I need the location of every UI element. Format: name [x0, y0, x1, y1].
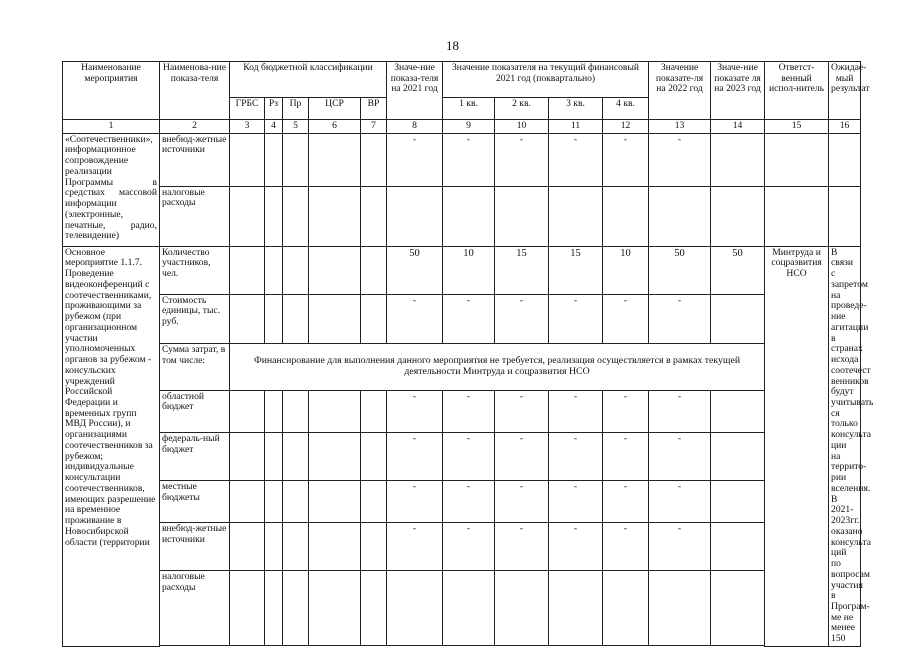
q1-cell: -: [443, 433, 495, 481]
indicator-cell: федераль-ный бюджет: [160, 433, 230, 481]
column-number: 9: [443, 120, 495, 134]
column-number: 15: [765, 120, 829, 134]
q2-cell: -: [495, 481, 549, 523]
value-2022-cell: 50: [649, 246, 711, 294]
value-2021-cell: -: [387, 481, 443, 523]
header-indicator-name: Наименова-ние показа-теля: [160, 62, 230, 120]
indicator-cell: налоговые расходы: [160, 570, 230, 645]
column-number: 13: [649, 120, 711, 134]
header-result: Ожидае-мый результат: [829, 62, 861, 120]
header-csr: ЦСР: [309, 98, 361, 120]
value-2021-cell: -: [387, 133, 443, 186]
indicator-cell: местные бюджеты: [160, 481, 230, 523]
header-q2: 2 кв.: [495, 98, 549, 120]
header-executor: Ответст-венный испол-нитель: [765, 62, 829, 120]
q4-cell: -: [603, 522, 649, 570]
measures-table: [62, 61, 874, 647]
header-current-year: Значение показателя на текущий финансовый 2021 год (поквартально): [443, 62, 649, 98]
page-number: 18: [446, 38, 459, 53]
q2-cell: -: [495, 133, 549, 186]
q2-cell: 15: [495, 246, 549, 294]
table-row: [63, 186, 861, 246]
q2-cell: -: [495, 294, 549, 343]
column-number: 11: [549, 120, 603, 134]
q3-cell: -: [549, 481, 603, 523]
q2-cell: -: [495, 390, 549, 433]
table-row: [63, 294, 861, 343]
column-number: 8: [387, 120, 443, 134]
value-2022-cell: -: [649, 294, 711, 343]
q3-cell: -: [549, 133, 603, 186]
q3-cell: -: [549, 433, 603, 481]
indicator-cell: Количество участников, чел.: [160, 246, 230, 294]
q1-cell: -: [443, 133, 495, 186]
header-q3: 3 кв.: [549, 98, 603, 120]
activity-name-cell: Основное мероприятие 1.1.7. Проведение видеоконференций с соотечественниками, проживающими за рубежом (при организационном участии уполномоченных органов за рубежом - консульских учреждений Российской Федерации и временных групп МВД России), и организациями соотечественников за рубежом; индивидуальные консультации соотечественников, имеющих разрешение на временное проживание в Новосибирской области (территории: [63, 246, 160, 646]
table-row: [63, 570, 861, 645]
indicator-cell: налоговые расходы: [160, 186, 230, 246]
indicator-cell: областной бюджет: [160, 390, 230, 433]
header-value-2022: Значение показате-ля на 2022 год: [649, 62, 711, 120]
column-number: 7: [361, 120, 387, 134]
q1-cell: 10: [443, 246, 495, 294]
q2-cell: -: [495, 433, 549, 481]
q1-cell: -: [443, 390, 495, 433]
value-2021-cell: -: [387, 433, 443, 481]
value-2021-cell: 50: [387, 246, 443, 294]
executor-cell: Минтруда и соцразвития НСО: [765, 246, 829, 646]
header-activity-name: Наименование мероприятия: [63, 62, 160, 120]
value-2022-cell: -: [649, 522, 711, 570]
value-2023-cell: 50: [711, 246, 765, 294]
table-row: [63, 344, 861, 391]
q2-cell: -: [495, 522, 549, 570]
column-number: 10: [495, 120, 549, 134]
column-number: 5: [283, 120, 309, 134]
column-number: 6: [309, 120, 361, 134]
indicator-cell: Стоимость единицы, тыс. руб.: [160, 294, 230, 343]
value-2022-cell: -: [649, 133, 711, 186]
q4-cell: -: [603, 390, 649, 433]
value-2021-cell: -: [387, 522, 443, 570]
header-rz: Рз: [265, 98, 283, 120]
indicator-cell: внебюд-жетные источники: [160, 133, 230, 186]
indicator-cell: внебюд-жетные источники: [160, 522, 230, 570]
table-row: [63, 646, 861, 647]
header-q1: 1 кв.: [443, 98, 495, 120]
table-row: [63, 246, 861, 294]
indicator-cell: Сумма затрат, в том числе:: [160, 344, 230, 391]
header-pr: Пр: [283, 98, 309, 120]
header-q4: 4 кв.: [603, 98, 649, 120]
value-2021-cell: -: [387, 390, 443, 433]
column-number: 1: [63, 120, 160, 134]
value-2022-cell: -: [649, 433, 711, 481]
column-number: 4: [265, 120, 283, 134]
table-row: [63, 433, 861, 481]
q4-cell: 10: [603, 246, 649, 294]
table-row: [63, 481, 861, 523]
column-number: 12: [603, 120, 649, 134]
q1-cell: -: [443, 294, 495, 343]
header-budget-code: Код бюджетной классификации: [230, 62, 387, 98]
table-row: [63, 522, 861, 570]
header-value-2021: Значе-ние показа-теля на 2021 год: [387, 62, 443, 120]
q1-cell: -: [443, 522, 495, 570]
value-2022-cell: -: [649, 481, 711, 523]
q1-cell: -: [443, 481, 495, 523]
q4-cell: -: [603, 433, 649, 481]
q3-cell: -: [549, 522, 603, 570]
column-number: 2: [160, 120, 230, 134]
table-row: [63, 133, 861, 186]
financing-note: Финансирование для выполнения данного мероприятия не требуется, реализация осуществляется в рамках текущей деятельности Минтруда и соцразвития НСО: [230, 344, 765, 391]
q3-cell: -: [549, 294, 603, 343]
q3-cell: 15: [549, 246, 603, 294]
result-cell: В связи с запретом на проведе-ние агитации в странах исхода соотечест венников будут учитывать ся только консульта ции на террито-рии вселения. В 2021-2023гг. оказано консульта ций по вопросам участия в Програм-ме не менее 150: [829, 246, 861, 646]
header-grbs: ГРБС: [230, 98, 265, 120]
column-number: 16: [829, 120, 861, 134]
header-value-2023: Значе-ние показате ля на 2023 год: [711, 62, 765, 120]
q3-cell: -: [549, 390, 603, 433]
value-2022-cell: -: [649, 390, 711, 433]
table-row: [63, 390, 861, 433]
activity-name-cell: «Соотечественники», информационное сопровождение реализации Программы в средствах массовой информации (электронные, печатные, радио, телевидение): [63, 133, 160, 246]
column-number: 3: [230, 120, 265, 134]
q4-cell: -: [603, 133, 649, 186]
value-2021-cell: -: [387, 294, 443, 343]
q4-cell: -: [603, 294, 649, 343]
header-vr: ВР: [361, 98, 387, 120]
q4-cell: -: [603, 481, 649, 523]
column-number: 14: [711, 120, 765, 134]
